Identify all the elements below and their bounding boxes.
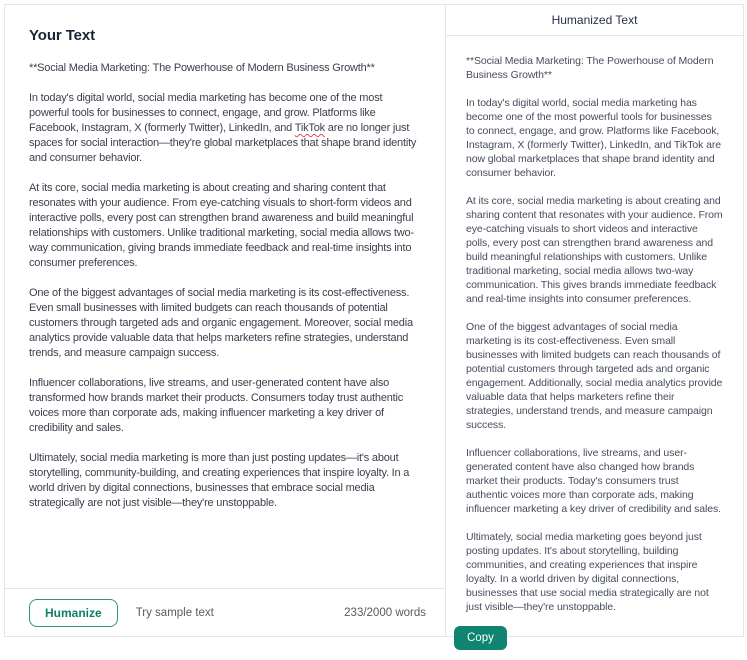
try-sample-text-button[interactable]: Try sample text xyxy=(135,606,214,619)
input-paragraph: At its core, social media marketing is about creating and sharing content that resonates with your audience. From eye-catching visuals to short-form videos and interactive polls, every post can strengthen brand awareness and build meaningful relationships with customers. Unlike traditional marketing, social media allows two-way communication, giving brands immediate feedback and real-time insights into consumer preferences. xyxy=(29,182,414,269)
output-paragraph: Influencer collaborations, live streams, and user-generated content have also changed how brands market their products. Today's consumers trust authentic voices more than corporate ads, making influencer marketing a key driver of credibility and sales. xyxy=(466,447,721,515)
input-footer xyxy=(5,588,445,636)
input-paragraph: **Social Media Marketing: The Powerhouse of Modern Business Growth** xyxy=(29,62,375,74)
input-panel-title: Your Text xyxy=(29,27,96,44)
input-paragraph xyxy=(29,91,421,166)
output-panel xyxy=(446,5,743,644)
output-paragraph: One of the biggest advantages of social media marketing is its cost-effectiveness. Even small businesses with limited budgets can reach thousands of potential customers through targeted ads and organic engagement. Additionally, social media analytics provide valuable data that helps marketers refine their strategies, understand trends, and measure campaign success. xyxy=(466,321,723,431)
output-paragraph: Ultimately, social media marketing goes beyond just posting updates. It's about storytelling, building communities, and creating experiences that inspire loyalty. In a world driven by digital connections, businesses that use social media strategically are not just visible—they're unstoppable. xyxy=(466,531,709,613)
output-panel-header: Humanized Text xyxy=(446,5,743,36)
input-paragraph: Influencer collaborations, live streams, and user-generated content have also transformed how brands market their products. Consumers today trust authentic voices more than corporate ads, making influencer marketing a key driver of credibility and sales. xyxy=(29,377,404,434)
input-paragraph: One of the biggest advantages of social media marketing is its cost-effectiveness. Even small businesses with limited budgets can reach thousands of potential customers through targeted ads and organic engagement. Moreover, social media analytics provide valuable data that helps marketers refine strategies, understand trends, and measure campaign success. xyxy=(29,287,413,359)
copy-button[interactable]: Copy xyxy=(454,626,507,650)
humanized-text-output xyxy=(446,36,743,628)
humanizer-app xyxy=(4,4,744,644)
input-text-editor[interactable] xyxy=(5,5,445,588)
input-text-segment: In today's digital world, social media marketing has become one of the most powerful tools for businesses to connect, engage, and grow. Platforms like Facebook, Instagram, X (formerly Twitter), LinkedIn, and xyxy=(29,92,383,134)
output-paragraph: In today's digital world, social media marketing has become one of the most powerful tools for businesses to connect, engage, and grow. Platforms like Facebook, Instagram, X (formerly Twitter), LinkedIn, and TikTok are now global marketplaces that shape brand identity and consumer behavior. xyxy=(466,97,721,179)
input-paragraph: Ultimately, social media marketing is more than just posting updates—it's about storytelling, community-building, and creating experiences that inspire loyalty. In a world driven by digital connections, businesses that embrace social media strategically are not just visible—they're unstoppable. xyxy=(29,452,410,509)
output-paragraph: **Social Media Marketing: The Powerhouse of Modern Business Growth** xyxy=(466,55,714,81)
word-count: 233/2000 words xyxy=(344,606,426,619)
copy-row xyxy=(446,626,743,660)
humanize-button[interactable]: Humanize xyxy=(29,599,118,627)
output-paragraph: At its core, social media marketing is about creating and sharing content that resonates with your audience. From eye-catching visuals to short videos and interactive polls, every post can strengthen brand awareness and build meaningful relationships with customers. Unlike traditional marketing, social media allows two-way communication. This gives brands immediate feedback and real-time insights into consumer preferences. xyxy=(466,195,723,305)
input-text-segment: are no longer just spaces for social interaction—they're global marketplaces that shape brand identity and consumer behavior. xyxy=(29,122,417,164)
input-panel xyxy=(5,5,446,636)
misspelled-word[interactable]: TikTok xyxy=(294,122,325,134)
